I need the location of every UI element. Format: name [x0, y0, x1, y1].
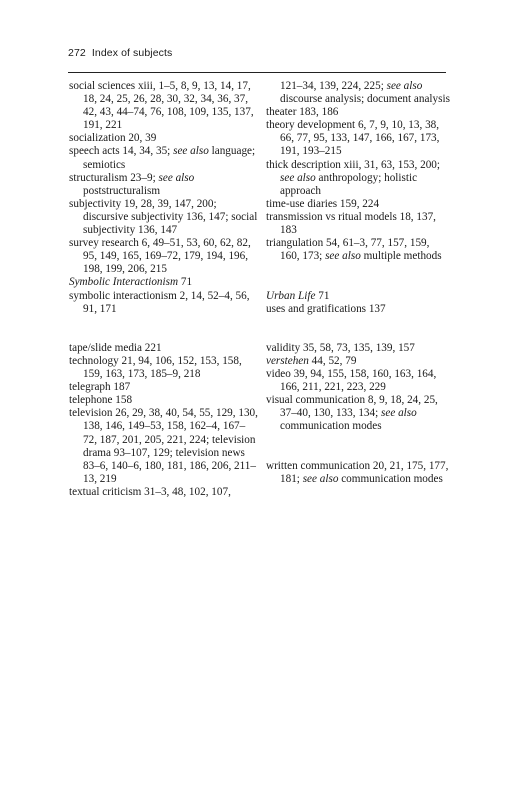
index-entry [69, 276, 259, 289]
index-entry [69, 486, 259, 499]
italic-text: see also [158, 171, 195, 184]
entry-text: speech acts 14, 34, 35; [69, 145, 174, 158]
index-entry [69, 198, 259, 237]
italic-text: see also [302, 472, 339, 485]
section-gap [266, 263, 451, 289]
page-number: 272 [68, 47, 86, 59]
header-title: Index of subjects [91, 47, 173, 59]
entry-text: uses and gratifications 137 [266, 302, 386, 315]
entry-text: 71 [315, 289, 330, 302]
entry-text: technology 21, 94, 106, 152, 153, 158, 159, 163, 173, 185–9, 218 [69, 354, 242, 381]
entry-text: tape/slide media 221 [69, 341, 162, 354]
italic-text: see also [173, 145, 209, 158]
entry-text: television 26, 29, 38, 40, 54, 55, 129, 130, 138, 146, 149–53, 158, 162–4, 167–72, 187, 201, 205, 221, 224; television drama 93–107, 129; television news 83–6, 140–6, 180, 181, 186, 206, 211–13, 219 [69, 407, 258, 485]
running-header [68, 47, 172, 59]
entry-text: validity 35, 58, 73, 135, 139, 157 [266, 341, 415, 354]
entry-text: textual criticism 31–3, 48, 102, 107, [69, 485, 231, 498]
italic-text: Urban Life [266, 289, 316, 302]
entry-text: social sciences xiii, 1–5, 8, 9, 13, 14, 17, 18, 24, 25, 26, 28, 30, 32, 34, 36, 37, 42, 43, 44–74, 76, 108, 109, 135, 137, 191, 221 [69, 80, 254, 132]
section-gap [266, 434, 451, 460]
index-entry-continued [266, 80, 451, 106]
section-gap [266, 316, 451, 342]
index-entry [69, 80, 259, 132]
entry-text: telegraph 187 [69, 381, 131, 394]
index-entry [266, 237, 451, 263]
index-entry [69, 132, 259, 145]
italic-text: see also [381, 407, 417, 420]
section-gap [69, 316, 259, 342]
entry-text: multiple methods [360, 250, 442, 263]
italic-text: Symbolic Interactionism [69, 276, 179, 289]
index-entry [69, 394, 259, 407]
index-entry [266, 159, 451, 198]
index-entry [69, 342, 259, 355]
entry-text: symbolic interactionism 2, 14, 52–4, 56, 91, 171 [69, 289, 250, 315]
entry-text: thick description xiii, 31, 63, 153, 200; [266, 158, 441, 171]
index-entry [69, 355, 259, 381]
index-column-right [266, 80, 451, 486]
entry-text: subjectivity 19, 28, 39, 147, 200; discursive subjectivity 136, 147; social subjectivity 136, 147 [69, 197, 258, 237]
index-entry [266, 106, 451, 119]
entry-text: theater 183, 186 [266, 106, 339, 119]
index-entry [69, 290, 259, 316]
entry-text: survey research 6, 49–51, 53, 60, 62, 82, 95, 149, 165, 169–72, 179, 194, 196, 198, 199, 206, 215 [69, 237, 251, 276]
entry-text: structuralism 23–9; [69, 171, 159, 184]
entry-text: video 39, 94, 155, 158, 160, 163, 164, 166, 211, 221, 223, 229 [266, 368, 437, 394]
index-entry [69, 145, 259, 171]
index-entry [266, 119, 451, 158]
index-entry [69, 407, 259, 486]
index-entry [69, 381, 259, 394]
index-entry [266, 368, 451, 394]
entry-text: visual communication 8, 9, 18, 24, 25, 37–40, 130, 133, 134; [266, 394, 438, 420]
entry-text: triangulation 54, 61–3, 77, 157, 159, 160, 173; [266, 237, 430, 263]
entry-text: telephone 158 [69, 394, 133, 407]
entry-text: communication modes [280, 420, 382, 433]
index-entry [266, 355, 451, 368]
index-entry [266, 290, 451, 303]
entry-text: language; semiotics [83, 145, 256, 171]
entry-text: transmission vs ritual models 18, 137, 183 [266, 210, 436, 237]
entry-text: 121–34, 139, 224, 225; [280, 80, 387, 92]
index-entry [266, 394, 451, 433]
italic-text: see also [386, 80, 423, 92]
entry-text: discourse analysis; document analysis [280, 93, 450, 106]
index-entry [69, 172, 259, 198]
italic-text: see also [280, 171, 316, 184]
header-rule [68, 72, 446, 73]
index-entry [266, 198, 451, 211]
index-column-left [69, 80, 259, 499]
entry-text: socialization 20, 39 [69, 132, 157, 145]
entry-text: written communication 20, 21, 175, 177, 181; [266, 459, 449, 485]
index-entry [266, 211, 451, 237]
index-entry [266, 303, 451, 316]
index-entry [266, 460, 451, 486]
entry-text: communication modes [338, 472, 443, 485]
italic-text: see also [325, 250, 361, 263]
index-entry [69, 237, 259, 276]
index-entry [266, 342, 451, 355]
entry-text: 44, 52, 79 [308, 354, 357, 367]
entry-text: poststructuralism [83, 184, 161, 197]
entry-text: time-use diaries 159, 224 [266, 197, 380, 210]
entry-text: 71 [178, 276, 193, 289]
entry-text: anthropology; holistic approach [280, 171, 418, 197]
italic-text: verstehen [266, 354, 309, 367]
entry-text: theory development 6, 7, 9, 10, 13, 38, 66, 77, 95, 133, 147, 166, 167, 173, 191, 193–215 [266, 119, 440, 158]
